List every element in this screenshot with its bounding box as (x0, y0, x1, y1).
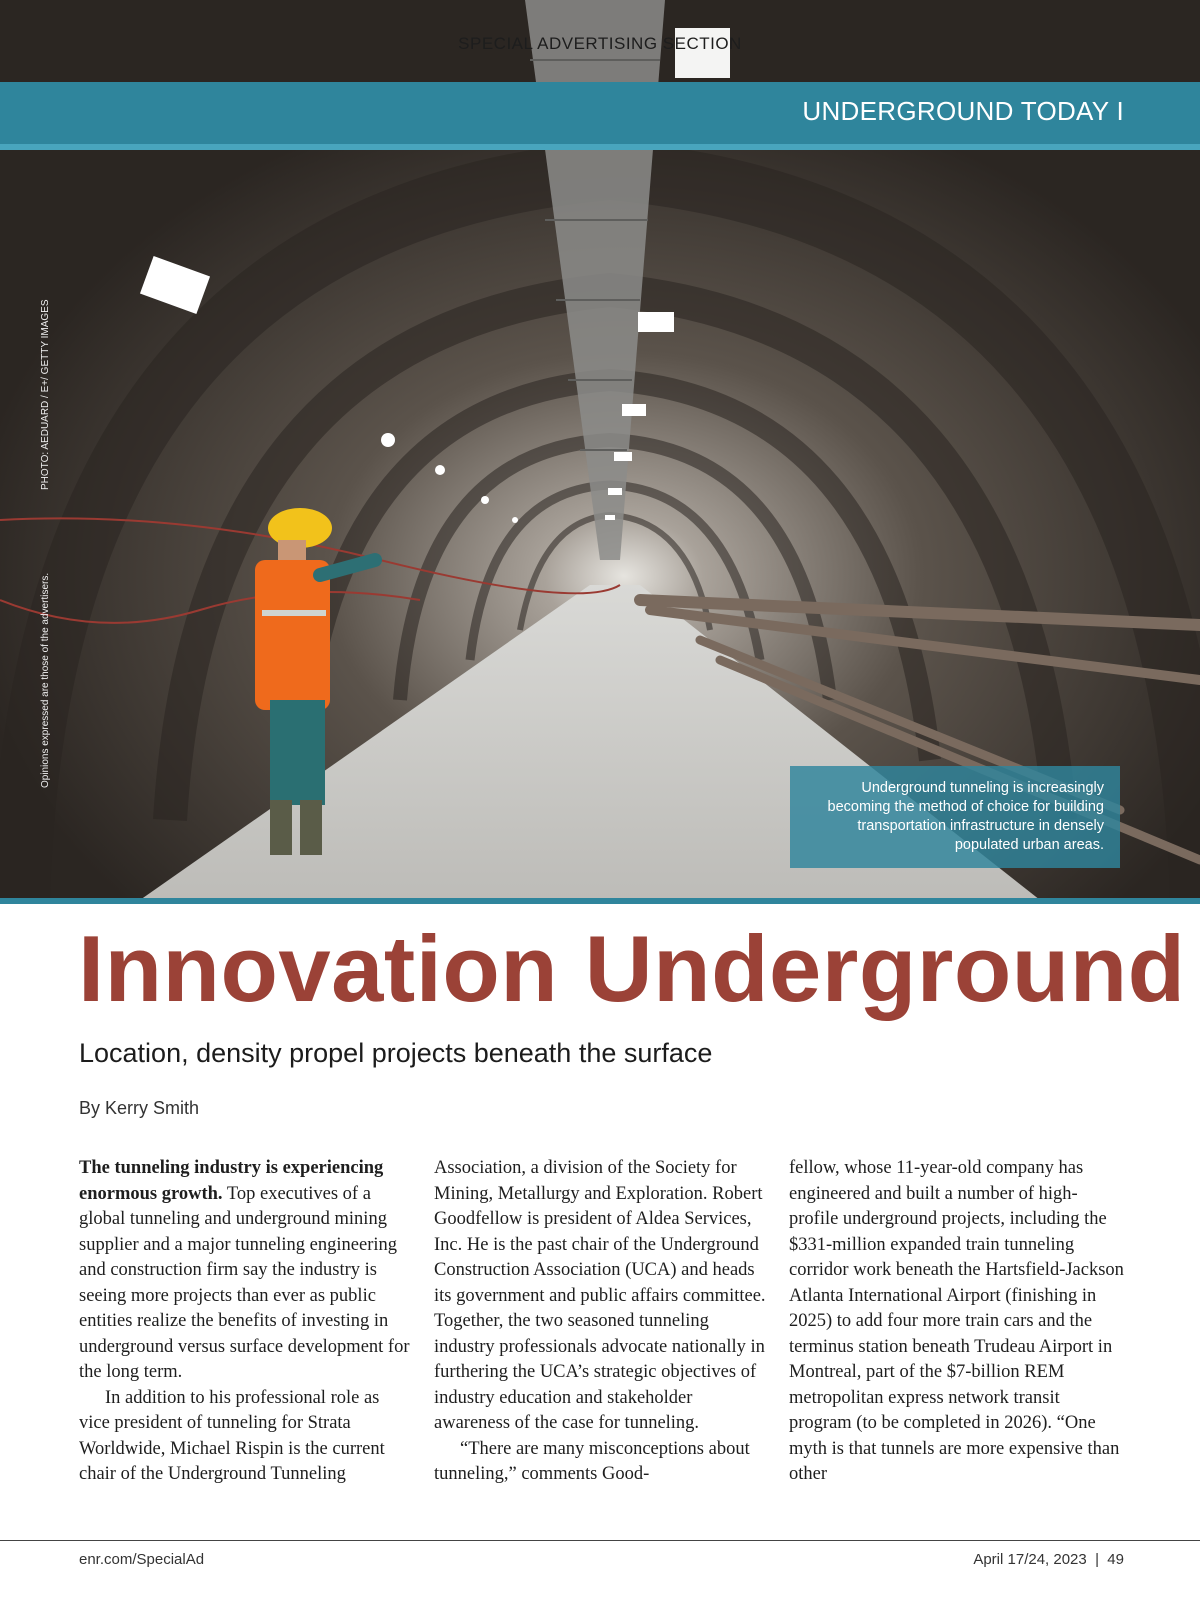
article-byline: By Kerry Smith (79, 1098, 200, 1118)
paragraph (79, 1156, 414, 1386)
special-advertising-label: SPECIAL ADVERTISING SECTION (458, 34, 742, 53)
section-title: UNDERGROUND TODAY I (802, 96, 1124, 126)
paragraph: In addition to his professional role as vice president of tunneling for Strata Worldwide, Michael Rispin is the current chair of the Underground Tunneling (79, 1387, 385, 1484)
article-column-2 (434, 1156, 769, 1488)
footer-divider (0, 1540, 1200, 1541)
article-deck: Location, density propel projects beneath the surface (79, 1038, 713, 1068)
footer-url: enr.com/SpecialAd (79, 1551, 205, 1568)
section-banner-underline (0, 144, 1200, 150)
paragraph-text: Top executives of a global tunneling and underground mining supplier and a major tunneling engineering and construction firm say the industry is seeing more projects than ever as public entities realize the benefits of investing in underground versus surface development for the long term. (79, 1183, 410, 1382)
lead-in: The tunneling industry is experiencing enormous growth. (79, 1158, 384, 1204)
article-column-1 (79, 1156, 414, 1488)
paragraph: fellow, whose 11-year-old company has engineered and built a number of high-profile underground projects, including the $331-million expanded train tunneling corridor work beneath the Hartsfield-Jackson Atlanta International Airport (finishing in 2025) to add four more train cars and the terminus station beneath Trudeau Airport in Montreal, part of the $7-billion REM metropolitan express network transit program (to be completed in 2026). “One myth is that tunnels are more expensive than other (789, 1158, 1124, 1484)
paragraph: Association, a division of the Society for Mining, Metallurgy and Exploration. Robert Goodfellow is president of Aldea Services, Inc. He is the past chair of the Underground Construction Association (UCA) and heads its government and public affairs committee. Together, the two seasoned tunneling industry professionals advocate nationally in furthering the UCA’s strategic objectives of industry education and stakeholder awareness of the case for tunneling. (434, 1158, 766, 1433)
photo-credit: PHOTO: AEDUARD / E+/ GETTY IMAGES (40, 299, 51, 490)
opinion-disclaimer: Opinions expressed are those of the advertisers. (40, 572, 51, 788)
article-headline: Innovation Underground (78, 916, 1186, 1021)
article-column-3 (789, 1156, 1124, 1488)
photo-caption: Underground tunneling is increasingly becoming the method of choice for building transportation infrastructure in densely populated urban areas. (790, 766, 1120, 868)
hero-divider (0, 898, 1200, 904)
footer-date-page: April 17/24, 2023 | 49 (973, 1551, 1124, 1568)
paragraph: “There are many misconceptions about tunneling,” comments Good- (434, 1438, 750, 1484)
